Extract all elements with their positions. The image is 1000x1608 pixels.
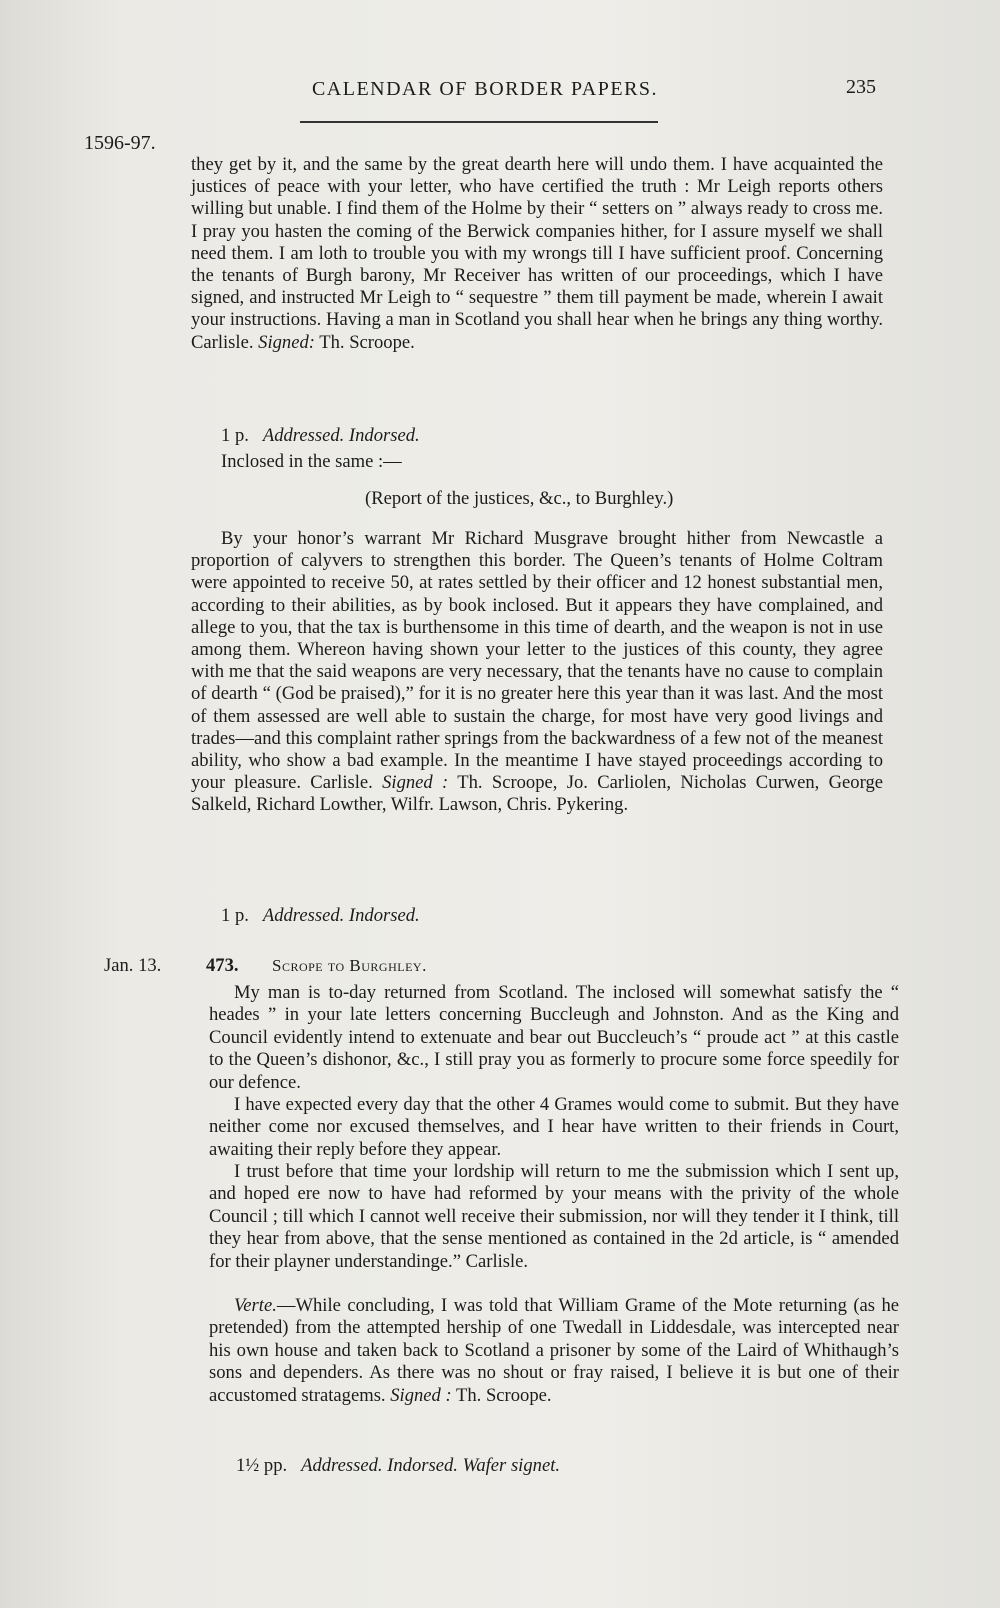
document-note [221,425,420,447]
year-marker: 1596-97. [84,132,156,154]
note-text: Addressed. Indorsed. [262,425,420,446]
page-number: 235 [846,76,876,98]
page-count: 1 p. [221,905,249,926]
header-rule [300,121,658,123]
note-text: Addressed. Indorsed. Wafer signet. [301,1455,561,1476]
letter-body-text: they get by it, and the same by the great dearth here will undo them. I have acquainted the justices of peace with your letter, who have certified the truth : Mr Leigh reports others willing but unable. I find them of the Holme by their “ setters on ” always ready to cross me. I pray you hasten the coming of the Berwick companies hither, for I assure myself we shall need them. I am loth to trouble you with my wrongs till I have sufficient proof. Concerning the tenants of Burgh barony, Mr Receiver has written of our proceedings, which I have signed, and instructed Mr Leigh to “ sequestre ” them till payment be made, wherein I await your instructions. Having a man in Scotland you shall hear when he brings any thing worthy. Carlisle. [191,154,883,353]
note-text: Addressed. Indorsed. [262,905,420,926]
signed-label: Signed : [382,772,449,794]
entry-date: Jan. 13. [104,955,162,976]
signed-name: Th. Scroope. [319,331,415,353]
signed-label: Signed : [390,1384,452,1406]
document-note [221,905,420,927]
report-body [191,528,883,817]
inclosed-note: Inclosed in the same :— [221,451,402,472]
running-header-title: CALENDAR OF BORDER PAPERS. [311,78,659,100]
report-body-text: By your honor’s warrant Mr Richard Musgrave brought hither from Newcastle a proportion of calyvers to strengthen this border. The Queen’s tenants of Holme Coltram were appointed to receive 50, at rates settled by their officer and 12 honest substantial men, according to their abilities, as by book inclosed. But it appears they have complained, and allege to you, that the tax is burthensome in this time of dearth, and the weapon is not in use among them. Whereon having shown your letter to the justices of this county, they agree with me that the said weapons are very necessary, that the tenants have no cause to complain of dearth “ (God be praised),” for it is no greater here this year than it was last. And the most of them assessed are well able to sustain the charge, for most have very good livings and trades—and this complaint rather springs from the backwardness of a few not of the meanest ability, who show a bad example. In the meantime I have stayed proceedings according to your pleasure. Carlisle. [191,528,883,794]
signed-label: Signed: [258,331,315,353]
entry-title: Scrope to Burghley. [272,956,427,975]
entry-paragraph-4 [209,1295,899,1407]
entry-paragraph-1: My man is to-day returned from Scotland. The inclosed will somewhat satisfy the “ heades ” in your late letters concerning Buccleugh and Johnston. And as the King and Council evidently intend to extenuate and bear out Buccleuch’s “ proude act ” at this castle to the Queen’s dishonor, &c., I still pray you as formerly to procure some force speedily for our defence. [209,982,899,1093]
entry-paragraph-3: I trust before that time your lordship will return to me the submission which I sent up, and hoped ere now to have had reformed by your means with the privity of the whole Council ; till which I cannot well receive their submission, nor will they tender it I think, till they hear from above, that the sense mentioned as contained in the 2d article, is “ amended for their playner understandinge.” Carlisle. [209,1161,899,1272]
verte-text: —While concluding, I was told that William Grame of the Mote returning (as he pretended) from the attempted hership of one Twedall in Liddesdale, was intercepted near his own house and taken back to Scotland a prisoner by some of the Laird of Whithaugh’s sons and dependers. As there was no shout or fray raised, I believe it is but one of their accustomed stratagems. [209,1295,899,1406]
page-count: 1 p. [221,425,249,446]
page-count: 1½ pp. [236,1455,288,1476]
entry-number: 473. [206,955,239,976]
verte-label: Verte. [234,1295,277,1316]
letter-body-continued [191,154,883,354]
document-note [236,1455,560,1477]
report-heading: (Report of the justices, &c., to Burghley.) [365,488,674,509]
signed-names: Th. Scroope, Jo. Carliolen, Nicholas Curwen, George Salkeld, Richard Lowther, Wilfr. Lawson, Chris. Pykering. [191,772,884,816]
signed-name: Th. Scroope. [456,1384,552,1406]
entry-paragraph-2: I have expected every day that the other 4 Grames would come to submit. But they have neither come nor excused themselves, and I hear have written to their friends in Court, awaiting their reply before they appear. [209,1094,899,1160]
